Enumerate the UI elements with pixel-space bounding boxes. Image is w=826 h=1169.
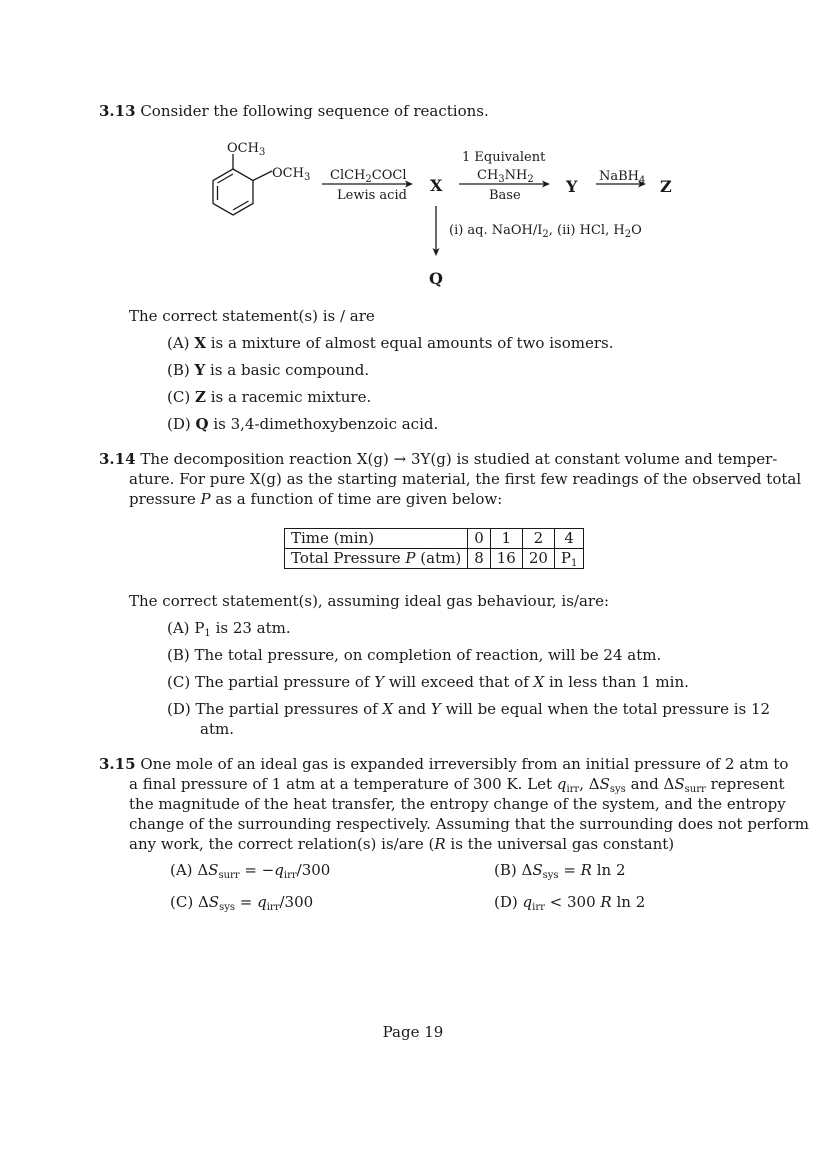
question-3-14-line3: pressure P as a function of time are given below: — [129, 490, 503, 508]
option-3-15-b: (B) $\Delta S_{sys} = R$ ln 2 — [494, 861, 626, 881]
table-row — [285, 529, 584, 549]
option-3-13-c: (C) Z is a racemic mixture. — [167, 388, 372, 406]
question-3-15-line3: the magnitude of the heat transfer, the entropy change of the system, and the entropy — [129, 795, 786, 813]
option-3-13-b: (B) Y is a basic compound. — [167, 361, 370, 379]
table-cell: 2 — [522, 529, 554, 549]
option-3-14-d-continuation: atm. — [200, 720, 234, 738]
option-3-13-a: (A) X is a mixture of almost equal amounts of two isomers. — [167, 334, 614, 352]
benzene-ring-structure — [0, 0, 826, 300]
table-header-pressure: Total Pressure P (atm) — [285, 549, 468, 569]
question-number: 3.14 — [99, 450, 136, 468]
option-3-15-c: (C) $\Delta S_{sys} = q_{irr}/300$ — [170, 893, 314, 913]
table-cell: 20 — [522, 549, 554, 569]
product-q-label: Q — [429, 269, 443, 288]
side-reagent: (i) aq. NaOH/$I_2$, (ii) HCl, $H_2O$ — [449, 223, 642, 240]
page-number: Page 19 — [382, 1023, 444, 1041]
product-z-label: Z — [660, 177, 672, 196]
step2-reagent-bottom: Base — [489, 188, 521, 203]
table-cell: 8 — [468, 549, 491, 569]
table-row — [285, 549, 584, 569]
table-cell: $P_1$ — [554, 549, 583, 569]
question-3-15-line2: a final pressure of 1 atm at a temperature of 300 K. Let $q_{irr}$, $\Delta S_{sys}$ and $\Delta S_{surr}$ represent — [129, 775, 785, 795]
question-3-14-lead: The correct statement(s), assuming ideal gas behaviour, is/are: — [129, 592, 609, 610]
question-3-15-line5: any work, the correct relation(s) is/are (R is the universal gas constant) — [129, 835, 675, 853]
table-cell: 4 — [554, 529, 583, 549]
option-3-13-d: (D) Q is 3,4-dimethoxybenzoic acid. — [167, 415, 439, 433]
table-cell: 16 — [490, 549, 522, 569]
substituent-methoxy-top: $OCH_3$ — [227, 141, 266, 158]
question-3-14-line1: 3.14 The decomposition reaction X(g) → 3Y(g) is studied at constant volume and temper- — [99, 450, 778, 468]
step3-reagent: NaBH$_4$ — [599, 169, 646, 186]
step2-reagent-line2: $CH_3NH_2$ — [477, 168, 534, 185]
question-3-13-lead: The correct statement(s) is / are — [129, 307, 375, 325]
table-cell: 1 — [490, 529, 522, 549]
option-3-14-a: (A) $P_1$ is 23 atm. — [167, 619, 291, 639]
option-3-15-a: (A) $\Delta S_{surr} = -q_{irr}/300$ — [170, 861, 331, 881]
question-3-15-line4: change of the surrounding respectively. Assuming that the surrounding does not perform — [129, 815, 809, 833]
question-number: 3.13 — [99, 102, 136, 120]
step1-reagent-top: ClCH$_2$COCl — [330, 168, 407, 185]
option-3-15-d: (D) $q_{irr} < 300$ R ln 2 — [494, 893, 646, 913]
option-3-14-c: (C) The partial pressure of Y will exceed that of X in less than 1 min. — [167, 673, 689, 691]
reaction-scheme — [0, 0, 826, 300]
substituent-methoxy-right: $OCH_3$ — [272, 166, 311, 183]
pressure-table — [284, 528, 584, 569]
option-3-14-d: (D) The partial pressures of X and Y will be equal when the total pressure is 12 — [167, 700, 771, 718]
question-3-15-line1: 3.15 One mole of an ideal gas is expanded irreversibly from an initial pressure of 2 atm to — [99, 755, 789, 773]
step1-reagent-bottom: Lewis acid — [337, 188, 407, 203]
question-number: 3.15 — [99, 755, 136, 773]
option-3-14-b: (B) The total pressure, on completion of reaction, will be 24 atm. — [167, 646, 662, 664]
question-prompt: Consider the following sequence of reactions. — [140, 102, 489, 120]
product-x-label: X — [430, 176, 443, 195]
question-3-14-line2: ature. For pure X(g) as the starting material, the first few readings of the observed total — [129, 470, 802, 488]
table-header-time: Time (min) — [285, 529, 468, 549]
table-cell: 0 — [468, 529, 491, 549]
step2-reagent-line1: 1 Equivalent — [462, 150, 546, 165]
product-y-label: Y — [566, 177, 578, 196]
